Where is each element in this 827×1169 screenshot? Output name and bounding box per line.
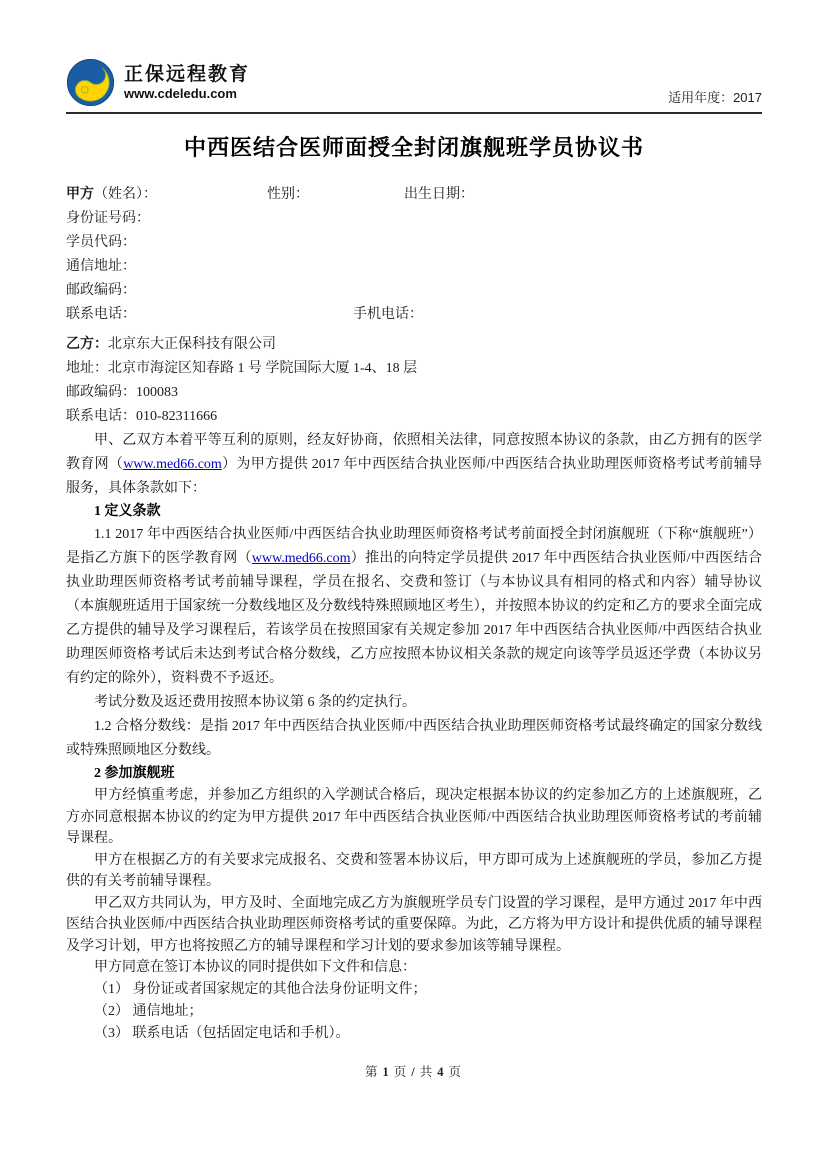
party-a-gender-label: 性别： — [267, 187, 309, 202]
party-a-address-row — [66, 255, 762, 279]
section-2-body — [66, 785, 762, 1045]
intro-text-before-link: 甲、乙双方本着平等互利的原则，经友好协商，依照相关法律，同意按照本协议的条款，由乙方拥有的医学教育网（ — [66, 433, 762, 472]
clause-2-paragraph-3: 甲乙双方共同认为，甲方及时、全面地完成乙方为旗舰班学员专门设置的学习课程，是甲方通过 2017 年中西医结合执业医师/中西医结合执业助理医师资格考试的重要保障。为此，乙方将为甲方设计和提供优质的辅导课程及学习计划，甲方也将按照乙方的辅导课程和学习计划的要求参加该等辅导课程。 — [66, 895, 762, 954]
clause-2-paragraph-2: 甲方在根据乙方的有关要求完成报名、交费和签署本协议后，甲方即可成为上述旗舰班的学员，参加乙方提供的有关考前辅导课程。 — [66, 852, 762, 889]
list-item-3: （3） 联系电话（包括固定电话和手机）。 — [94, 1025, 350, 1041]
clause-1-1-after-link: ）推出的向特定学员提供 2017 年中西医结合执业医师/中西医结合执业助理医师资格考试考前辅导课程，学员在报名、交费和签订（与本协议具有相同的格式和内容）辅导协议（本旗舰班适用于国家统一分数线地区及分数线特殊照顾地区考生），并按照本协议的约定和乙方的要求全面完成乙方提供的辅导及学习课程后，若该学员在按照国家有关规定参加 2017 年中西医结合执业医师/中西医结合执业助理医师资格考试后未达到考试合格分数线，乙方应按照本协议相关条款的规定向该等学员返还学费（本协议另有约定的除外），资料费不予返还。 — [66, 551, 762, 686]
list-item-1: （1） 身份证或者国家规定的其他合法身份证明文件； — [94, 981, 427, 997]
party-a-bold: 甲方 — [66, 187, 94, 202]
brand-name: 正保远程教育 — [124, 63, 251, 85]
party-a-code-row — [66, 231, 762, 255]
clause-1-2: 1.2 合格分数线：是指 2017 年中西医结合执业医师/中西医结合执业助理医师资格考试最终确定的国家分数线或特殊照顾地区分数线。 — [66, 719, 762, 758]
med66-link-clause[interactable]: www.med66.com — [251, 551, 351, 566]
party-b-label: 乙方： — [66, 337, 108, 352]
footer-page-number: 1 — [382, 1065, 390, 1079]
party-a-id-label: 身份证号码： — [66, 211, 150, 226]
party-b-address-row: 地址：北京市海淀区知春路 1 号 学院国际大厦 1-4、18 层 — [66, 361, 418, 376]
footer-prefix: 第 — [364, 1065, 379, 1079]
footer-total-pages: 4 — [437, 1065, 445, 1079]
party-a-block — [66, 183, 762, 327]
page-header — [66, 55, 762, 114]
cdel-logo-icon — [66, 58, 115, 107]
party-a-name-label — [66, 183, 267, 207]
brand-text — [124, 64, 250, 102]
document-title: 中西医结合医师面授全封闭旗舰班学员协议书 — [183, 135, 644, 160]
party-b-block — [66, 333, 762, 429]
brand-logo — [66, 58, 250, 107]
agreement-intro-paragraph — [66, 429, 762, 501]
party-a-address-label: 通信地址： — [66, 259, 136, 274]
party-a-phone-row — [66, 303, 762, 327]
clause-1-score-note: 考试分数及返还费用按照本协议第 6 条的约定执行。 — [94, 695, 416, 710]
party-a-mobile-label: 手机电话： — [353, 307, 423, 322]
med66-link[interactable]: www.med66.com — [123, 457, 222, 472]
party-a-birth-label: 出生日期： — [404, 187, 474, 202]
party-a-name-row — [66, 183, 762, 207]
footer-suffix: 页 — [448, 1065, 463, 1079]
section-2-heading: 2 参加旗舰班 — [94, 766, 175, 781]
party-b-company-row — [66, 333, 762, 357]
section-1-heading: 1 定义条款 — [94, 504, 161, 519]
party-a-zip-label: 邮政编码： — [66, 283, 136, 298]
footer-slash: / — [411, 1065, 416, 1079]
party-a-name-suffix: （姓名）： — [94, 187, 157, 202]
clause-1-1-before-link: 1.1 2017 年中西医结合执业医师/中西医结合执业助理医师资格考试考前面授全封闭旗舰班（下称“旗舰班”）是指乙方旗下的医学教育网（ — [66, 527, 762, 566]
party-b-company: 北京东大正保科技有限公司 — [108, 337, 276, 352]
party-b-zip-row: 邮政编码：100083 — [66, 385, 178, 400]
required-documents-list — [66, 979, 762, 1045]
footer-mid2: 共 — [419, 1065, 434, 1079]
brand-url: www.cdeledu.com — [124, 85, 237, 101]
party-a-code-label: 学员代码： — [66, 235, 136, 250]
clause-2-paragraph-4: 甲方同意在签订本协议的同时提供如下文件和信息： — [94, 960, 416, 975]
party-a-id-row — [66, 207, 762, 231]
applicable-year-label: 适用年度：2017 — [668, 90, 762, 105]
intro-text-after-link: ）为甲方提供 2017 年中西医结合执业医师/中西医结合执业助理医师资格考试考前辅导服务，具体条款如下： — [66, 457, 762, 496]
list-item-2: （2） 通信地址； — [94, 1003, 203, 1019]
party-b-phone-row: 联系电话：010-82311666 — [66, 409, 218, 424]
footer-mid1: 页 — [393, 1065, 408, 1079]
page-footer — [0, 1062, 827, 1080]
clause-1-1 — [66, 523, 762, 691]
party-a-zip-row — [66, 279, 762, 303]
party-a-phone-label: 联系电话： — [66, 307, 136, 322]
clause-2-paragraph-1: 甲方经慎重考虑，并参加乙方组织的入学测试合格后，现决定根据本协议的约定参加乙方的上述旗舰班，乙方亦同意根据本协议的约定为甲方提供 2017 年中西医结合执业医师/中西医结合执业助理医师资格考试的考前辅导课程。 — [66, 788, 762, 846]
